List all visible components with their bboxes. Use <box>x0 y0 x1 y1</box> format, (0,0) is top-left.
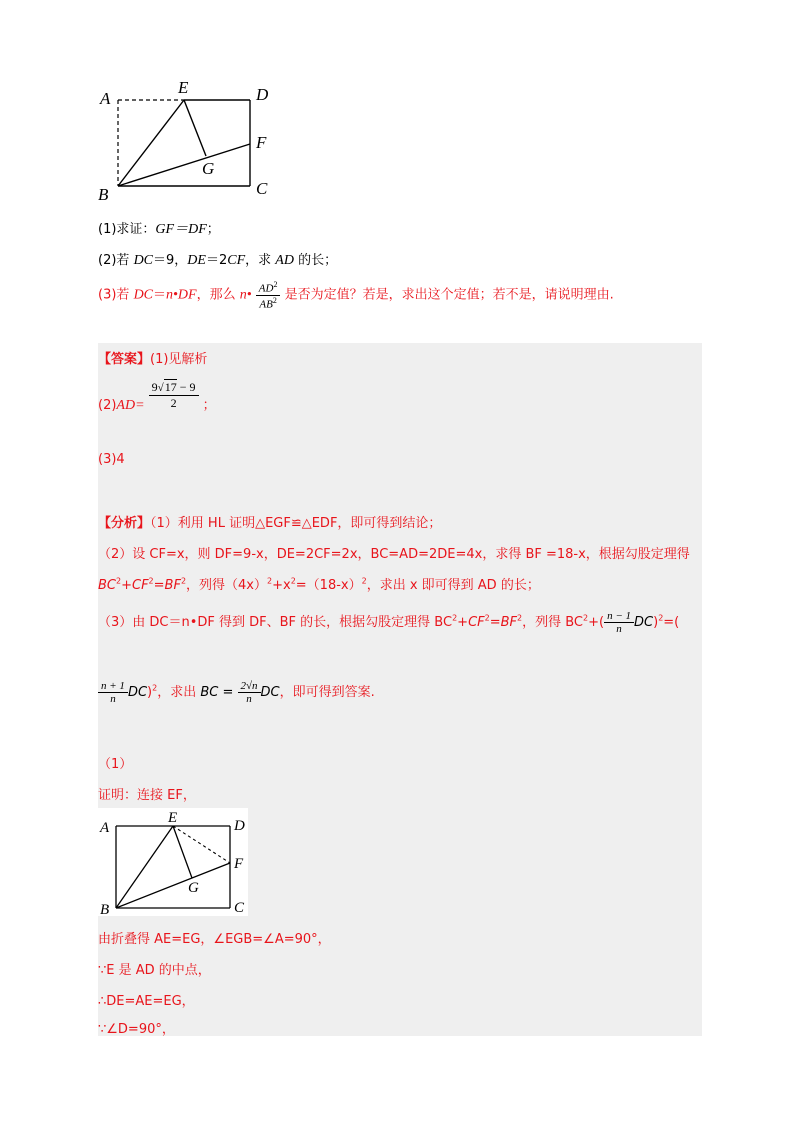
p3b-dc2: DC <box>260 685 280 700</box>
q3-frac-den: AB <box>259 298 273 311</box>
q2-de: DE <box>187 253 206 268</box>
p2b-sup5: 2 <box>290 576 296 586</box>
label2-A: A <box>100 820 110 836</box>
p2b-text6: =（18-x） <box>295 578 362 593</box>
p2b-sup4: 2 <box>267 576 273 586</box>
a2-num-post: − 9 <box>176 380 196 394</box>
q3-fraction <box>256 280 281 310</box>
answer-tag-line <box>98 348 207 367</box>
p3b-fraction2 <box>238 680 261 705</box>
p2b-sup6: 2 <box>361 576 367 586</box>
q1-prefix: (1)求证： <box>98 222 156 237</box>
q2-dc: DC <box>133 253 154 268</box>
q3-n: n• <box>239 287 252 303</box>
p2b-bf: =BF <box>153 578 181 593</box>
p3a-dc: DC <box>634 615 654 630</box>
answer-tag: 【答案】 <box>98 352 151 367</box>
q3-dc: DC <box>133 287 154 303</box>
p3a-text7: =( <box>663 615 680 630</box>
p2b-sup1: 2 <box>116 576 122 586</box>
analysis-2b <box>98 574 540 593</box>
p3b-bc: BC = <box>200 685 238 700</box>
p3b-frac-den: n <box>110 693 116 705</box>
q3-prefix: (3)若 <box>98 287 134 303</box>
analysis-p2a: （2）设 CF=x，则 DF=9-x，DE=2CF=2x，BC=AD=2DE=4x，求得 BF =18-x，根据勾股定理得 <box>98 547 690 562</box>
p3b-sup1: 2 <box>152 683 158 693</box>
label2-E: E <box>168 810 178 826</box>
p3a-text4: ，列得 BC <box>522 615 584 630</box>
p3a-text5: +( <box>588 615 605 630</box>
p3b-frac-num: n + 1 <box>101 680 125 692</box>
p3a-sup2: 2 <box>484 613 490 623</box>
solution-step-1 <box>98 928 331 947</box>
q2-suffix: 的长； <box>293 253 338 268</box>
label-B: B <box>98 185 109 204</box>
q2-ad: AD <box>275 253 294 268</box>
label2-D: D <box>234 818 245 834</box>
answer-3 <box>98 452 125 467</box>
geometry-diagram-top <box>96 74 286 204</box>
q3-frac-num: AD <box>258 282 274 295</box>
q3-suffix: 是否为定值？若是，求出这个定值；若不是，请说明理由. <box>284 287 614 303</box>
solution-s1: （1） <box>98 757 133 772</box>
label-F: F <box>256 133 267 152</box>
geometry-diagram-solution <box>98 808 248 916</box>
solution-proof-start <box>98 784 196 803</box>
solution-step-3 <box>98 990 195 1009</box>
a2-sqrt: 17 <box>164 380 177 394</box>
label2-C: C <box>234 900 245 916</box>
p2b-bc: BC <box>98 578 116 593</box>
p3a-sup3: 2 <box>517 613 523 623</box>
p3a-sup5: 2 <box>658 613 664 623</box>
p3b-frac2-num: 2√n <box>240 680 258 692</box>
solution-step-4 <box>98 1018 175 1037</box>
analysis-tag: 【分析】 <box>98 516 151 531</box>
p2b-text7: ，求出 x 即可得到 AD 的长； <box>366 578 540 593</box>
p3b-frac2-den: n <box>246 693 252 705</box>
answer-2-fraction: $\frac{9√17 - 9}{2}$ <box>149 380 199 411</box>
p2b-text4: ，列得（4x） <box>186 578 267 593</box>
p2b-sup3: 2 <box>180 576 187 586</box>
question-3 <box>98 280 614 310</box>
q2-mid3: ，求 <box>245 253 276 268</box>
answer-2-prefix: (2) <box>98 398 117 413</box>
label2-F: F <box>234 856 244 872</box>
q2-prefix: (2)若 <box>98 253 134 268</box>
q3-mid2: ，那么 <box>196 287 240 303</box>
p3a-text: （3）由 DC＝n•DF 得到 DF、BF 的长，根据勾股定理得 BC <box>98 615 453 630</box>
p3b-text3: ，即可得到答案. <box>279 685 375 700</box>
analysis-3a <box>98 610 679 635</box>
label-E: E <box>178 78 189 97</box>
p2b-cf: +CF <box>121 578 149 593</box>
label-C: C <box>256 179 268 198</box>
question-1 <box>98 218 220 238</box>
label2-G: G <box>188 880 199 896</box>
answer-2 <box>98 380 216 411</box>
p3a-bf: =BF <box>489 615 518 630</box>
solution-s6: ∵∠D=90°， <box>98 1022 175 1037</box>
q1-suffix: ； <box>206 222 220 237</box>
analysis-3b <box>98 680 375 705</box>
label-D: D <box>256 85 269 104</box>
solution-s2: 证明：连接 EF， <box>98 788 196 803</box>
q3-mid1: ＝ <box>153 287 167 303</box>
q3-den-sup: 2 <box>272 295 277 305</box>
a2-num-pre: 9 <box>151 380 158 394</box>
p3a-text6: ) <box>653 615 659 630</box>
q2-mid2: ＝2 <box>205 253 228 268</box>
p3a-sup1: 2 <box>452 613 458 623</box>
label-G: G <box>202 159 215 178</box>
solution-s5: ∴DE=AE=EG， <box>98 994 195 1009</box>
p3a-cf: +CF <box>457 615 485 630</box>
q2-cf: CF <box>227 253 246 268</box>
answer-3-text: (3)4 <box>98 452 125 467</box>
p3b-dc: DC <box>127 685 148 700</box>
analysis-2a <box>98 543 690 562</box>
analysis-p1: （1）利用 HL 证明△EGF≌△EDF，即可得到结论； <box>150 516 442 531</box>
solution-s4: ∵E 是 AD 的中点， <box>98 963 211 978</box>
p3a-sup4: 2 <box>583 613 589 623</box>
p3a-frac-num: n − 1 <box>607 610 632 622</box>
answer-1: (1)见解析 <box>150 352 208 367</box>
solution-s3: 由折叠得 AE=EG，∠EGB=∠A=90°， <box>98 932 331 947</box>
q2-mid1: ＝9， <box>153 253 188 268</box>
a2-den: 2 <box>170 396 177 410</box>
p3b-fraction <box>98 680 128 705</box>
analysis-1 <box>98 512 441 531</box>
answer-2-suffix: ； <box>202 398 216 413</box>
p3b-text2: ，求出 <box>157 685 201 700</box>
p3b-text1: ) <box>147 685 153 700</box>
p3a-fraction <box>604 610 634 635</box>
p3a-frac-den: n <box>616 623 622 635</box>
q1-expr: GF＝DF <box>155 222 207 237</box>
solution-part1 <box>98 753 132 772</box>
solution-step-2 <box>98 959 211 978</box>
question-2 <box>98 249 337 269</box>
label2-B: B <box>100 902 110 916</box>
q3-ndf: n•DF <box>166 287 197 303</box>
answer-2-var: AD= <box>116 398 145 413</box>
p2b-text5: +x <box>272 578 291 593</box>
label-A: A <box>100 89 111 108</box>
p2b-sup2: 2 <box>148 576 154 586</box>
q3-num-sup: 2 <box>273 280 278 289</box>
